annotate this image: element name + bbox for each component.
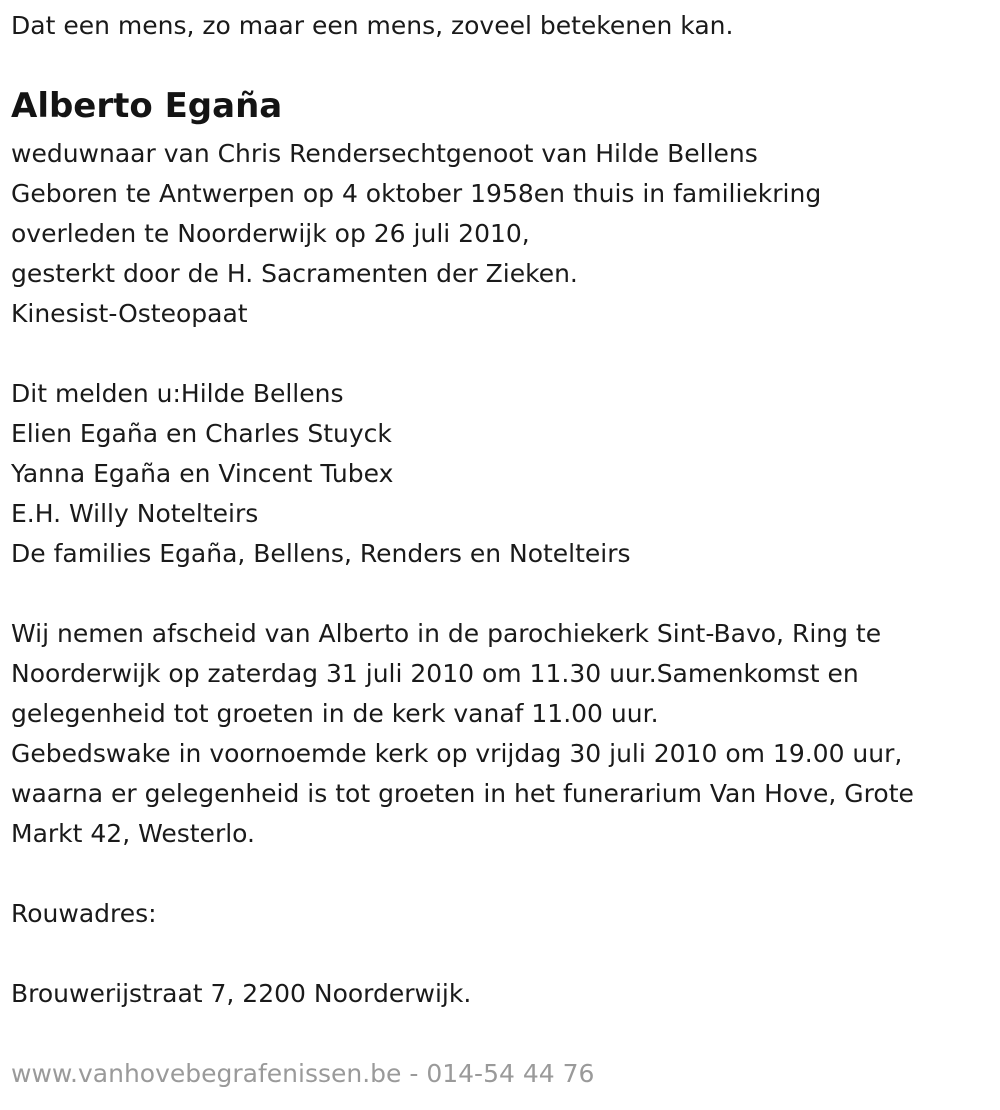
footer-contact-link[interactable]: www.vanhovebegrafenissen.be - 014-54 44 76 bbox=[11, 1059, 595, 1088]
info-line: overleden te Noorderwijk op 26 juli 2010, bbox=[11, 219, 530, 248]
rouwadres-address: Brouwerijstraat 7, 2200 Noorderwijk. bbox=[11, 979, 472, 1008]
motto-text: Dat een mens, zo maar een mens, zoveel betekenen kan. bbox=[11, 11, 734, 40]
ceremony-details-block bbox=[11, 614, 914, 854]
ceremony-line: Gebedswake in voornoemde kerk op vrijdag 30 juli 2010 om 19.00 uur, bbox=[11, 739, 903, 768]
family-line: E.H. Willy Notelteirs bbox=[11, 499, 259, 528]
ceremony-line: Noorderwijk op zaterdag 31 juli 2010 om 11.30 uur.Samenkomst en bbox=[11, 659, 859, 688]
ceremony-line: gelegenheid tot groeten in de kerk vanaf 11.00 uur. bbox=[11, 699, 659, 728]
info-line: weduwnaar van Chris Rendersechtgenoot van Hilde Bellens bbox=[11, 139, 758, 168]
info-line: Kinesist-Osteopaat bbox=[11, 299, 248, 328]
personal-info-block bbox=[11, 134, 821, 334]
family-line: Yanna Egaña en Vincent Tubex bbox=[11, 459, 394, 488]
family-line: De families Egaña, Bellens, Renders en Notelteirs bbox=[11, 539, 631, 568]
ceremony-line: waarna er gelegenheid is tot groeten in het funerarium Van Hove, Grote bbox=[11, 779, 914, 808]
ceremony-line: Markt 42, Westerlo. bbox=[11, 819, 255, 848]
info-line: gesterkt door de H. Sacramenten der Zieken. bbox=[11, 259, 578, 288]
family-line: Dit melden u:Hilde Bellens bbox=[11, 379, 344, 408]
deceased-name-heading: Alberto Egaña bbox=[11, 86, 283, 126]
ceremony-line: Wij nemen afscheid van Alberto in de parochiekerk Sint-Bavo, Ring te bbox=[11, 619, 882, 648]
rouwadres-label: Rouwadres: bbox=[11, 899, 157, 928]
family-announcement-block bbox=[11, 374, 631, 574]
info-line: Geboren te Antwerpen op 4 oktober 1958en thuis in familiekring bbox=[11, 179, 822, 208]
family-line: Elien Egaña en Charles Stuyck bbox=[11, 419, 392, 448]
